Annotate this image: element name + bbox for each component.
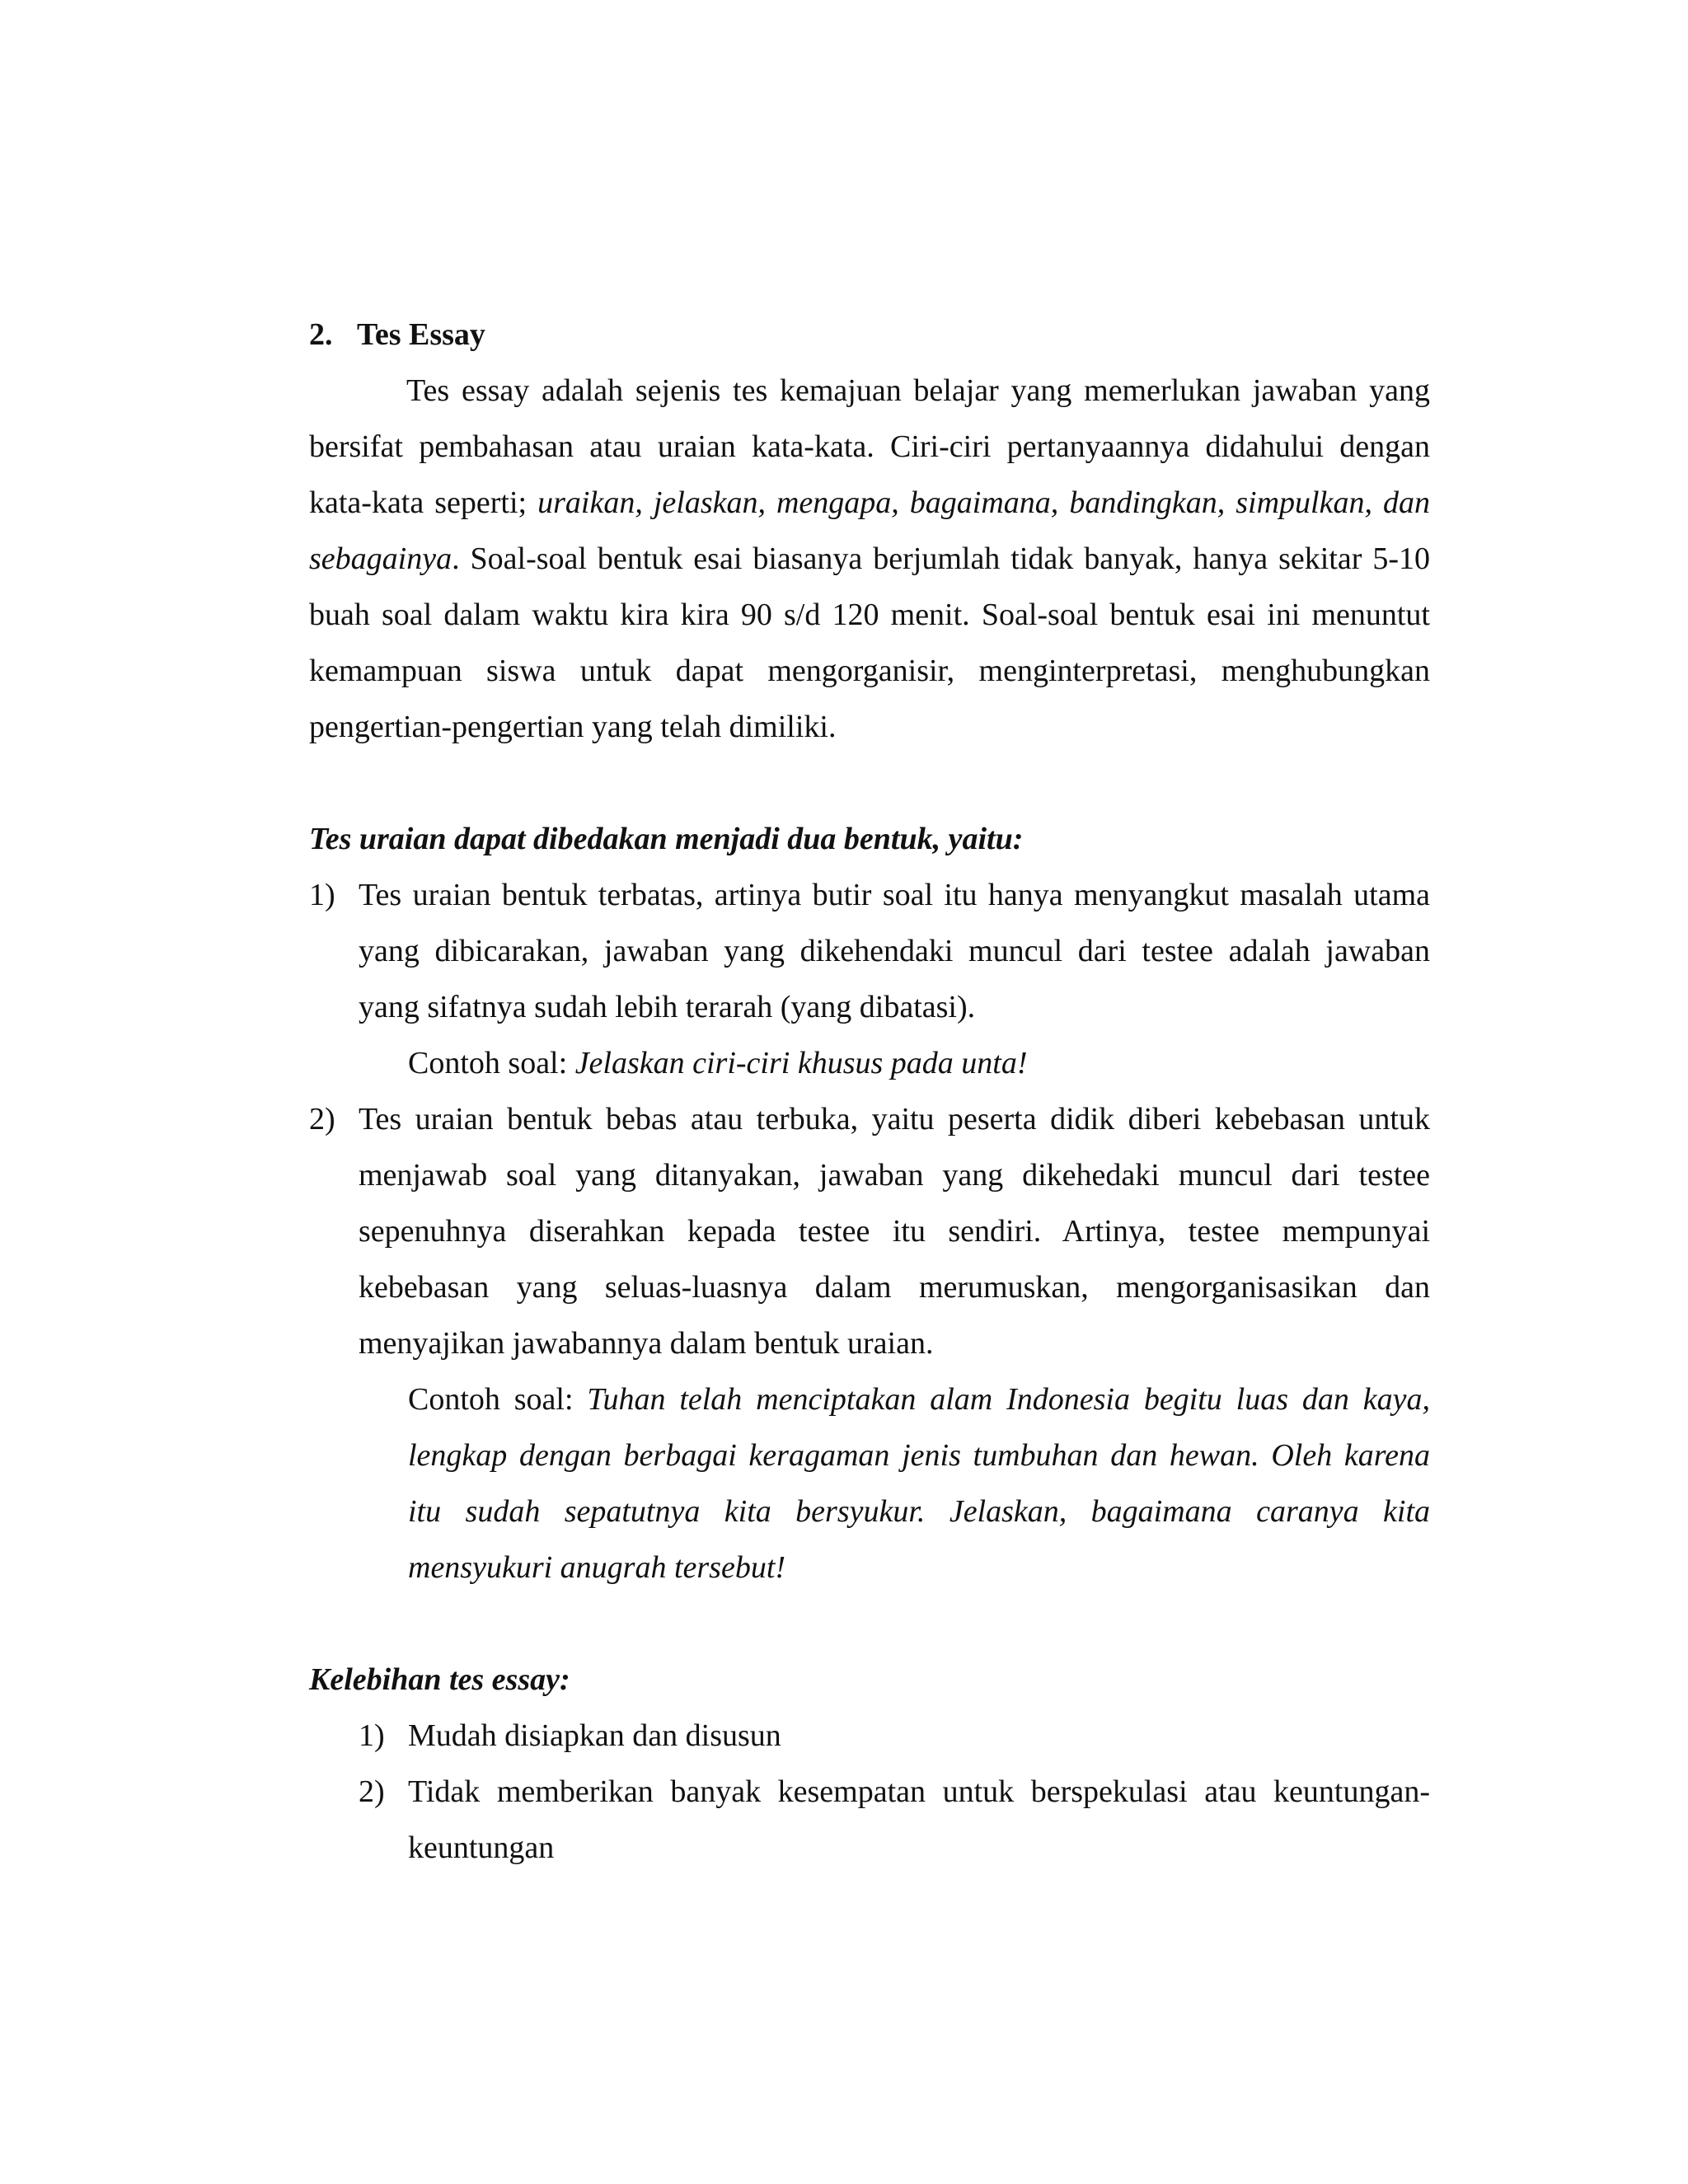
list-marker: 2) <box>359 1774 385 1809</box>
example-label: Contoh soal: <box>408 1046 575 1080</box>
list-item-text: Tidak memberikan banyak kesempatan untuk berspekulasi atau keuntungan-keuntungan <box>408 1774 1430 1865</box>
list-item <box>309 867 1430 1091</box>
advantages-list <box>309 1708 1430 1876</box>
example-label: Contoh soal: <box>408 1382 588 1417</box>
section-number: 2. <box>309 317 333 352</box>
example-question <box>359 1035 1430 1091</box>
list-item <box>309 1091 1430 1596</box>
example-text: Jelaskan ciri-ciri khusus pada unta! <box>574 1046 1028 1080</box>
list-item <box>309 1708 1430 1764</box>
intro-paragraph <box>309 363 1430 755</box>
list-marker: 2) <box>309 1102 335 1137</box>
list-item-text: Tes uraian bentuk bebas atau terbuka, yaitu peserta didik diberi kebebasan untuk menjawab soal yang ditanyakan, jawaban yang dikehedaki muncul dari testee sepenuhnya diserahkan kepada testee itu sendiri. Artinya, testee mempunyai kebebasan yang seluas-luasnya dalam merumuskan, mengorganisasikan dan menyajikan jawabannya dalam bentuk uraian. <box>359 1102 1430 1361</box>
list-item-text: Mudah disiapkan dan disusun <box>408 1718 781 1753</box>
list-marker: 1) <box>309 878 335 912</box>
list-item <box>309 1764 1430 1876</box>
example-text: Tuhan telah menciptakan alam Indonesia begitu luas dan kaya, lengkap dengan berbagai keragaman jenis tumbuhan dan hewan. Oleh karena itu sudah sepatutnya kita bersyukur. Jelaskan, bagaimana caranya kita mensyukuri anugrah tersebut! <box>408 1382 1430 1585</box>
advantages-heading: Kelebihan tes essay: <box>309 1662 570 1697</box>
list-marker: 1) <box>359 1718 385 1753</box>
example-question <box>359 1371 1430 1596</box>
page-content <box>309 307 1430 1876</box>
forms-heading: Tes uraian dapat dibedakan menjadi dua bentuk, yaitu: <box>309 822 1024 856</box>
section-title: Tes Essay <box>357 317 485 352</box>
intro-italic-text: uraikan, jelaskan, mengapa, bagaimana, bandingkan, simpulkan, dan sebagainya <box>309 485 1430 576</box>
intro-text-2: . Soal-soal bentuk esai biasanya berjumlah tidak banyak, hanya sekitar 5-10 buah soal dalam waktu kira kira 90 s/d 120 menit. Soal-soal bentuk esai ini menuntut kemampuan siswa untuk dapat mengorganisir, menginterpretasi, menghubungkan pengertian-pengertian yang telah dimiliki. <box>309 541 1430 744</box>
section-heading <box>309 307 1430 363</box>
list-item-text: Tes uraian bentuk terbatas, artinya butir soal itu hanya menyangkut masalah utama yang dibicarakan, jawaban yang dikehendaki muncul dari testee adalah jawaban yang sifatnya sudah lebih terarah (yang dibatasi). <box>359 878 1430 1024</box>
intro-text-1: Tes essay adalah sejenis tes kemajuan belajar yang memerlukan jawaban yang bersifat pembahasan atau uraian kata-kata. Ciri-ciri pertanyaannya didahului dengan kata-kata seperti; <box>309 373 1430 520</box>
